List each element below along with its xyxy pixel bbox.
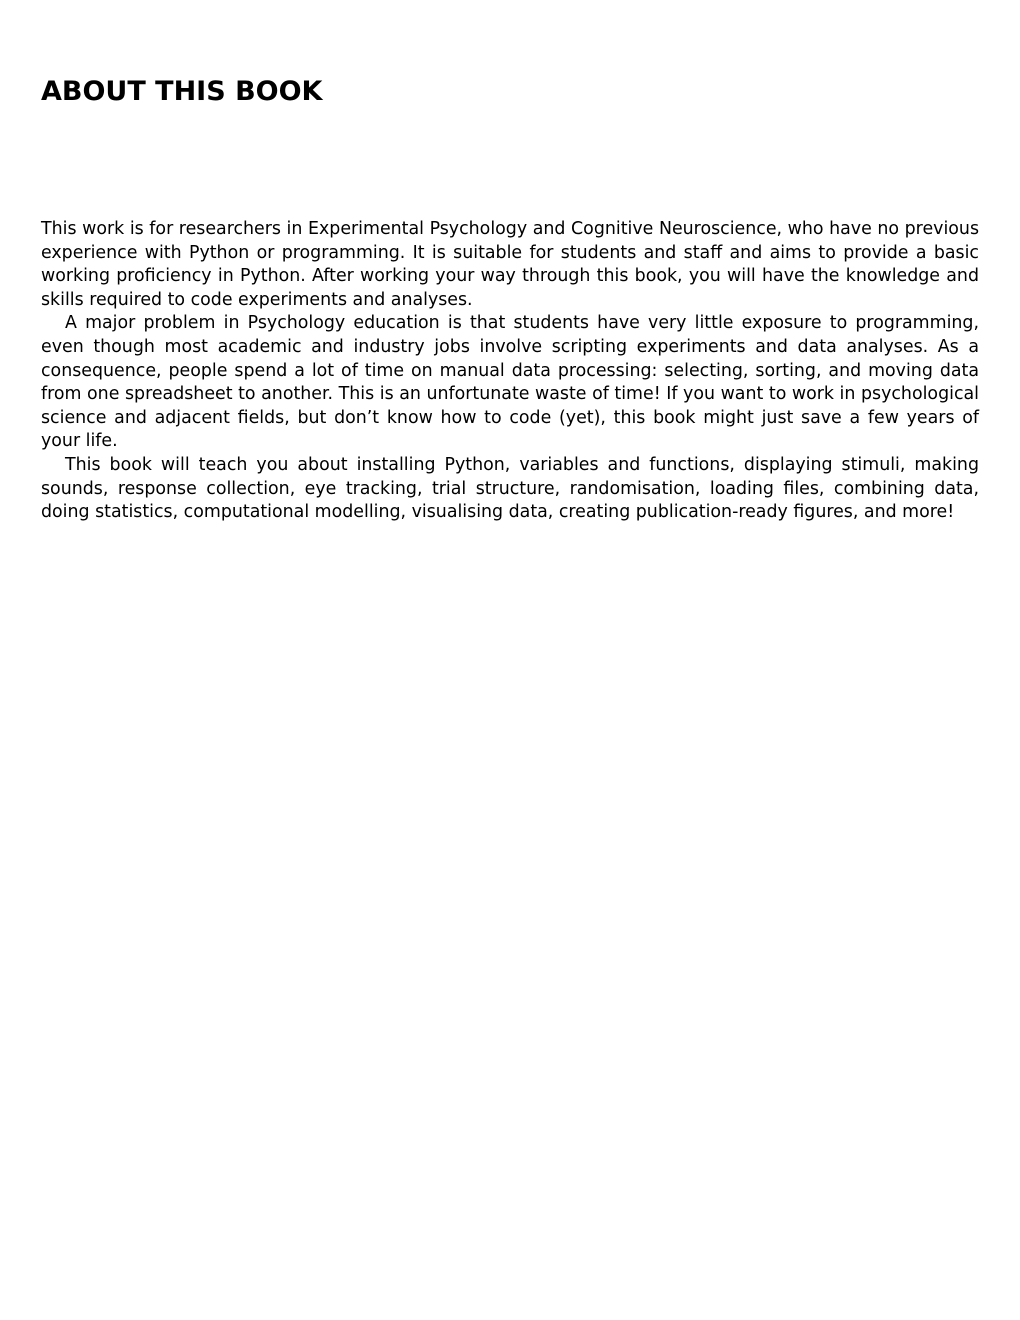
paragraph-contents: This book will teach you about installing Python, variables and functions, displaying stimuli, making sounds, response collection, eye tracking, trial structure, randomisation, loading files, combining data, doing statistics, computational modelling, visualising data, creating publication-ready figures, and more! — [41, 454, 979, 523]
page-heading: ABOUT THIS BOOK — [41, 76, 323, 107]
paragraph-problem: A major problem in Psychology education is that students have very little exposure to programming, even though most academic and industry jobs involve scripting experiments and data analyses. As a consequence, people spend a lot of time on manual data processing: selecting, sorting, and moving data from one spreadsheet to another. This is an unfortunate waste of time! If you want to work in psychological science and adjacent fields, but don’t know how to code (yet), this book might just save a few years of your life. — [41, 313, 979, 452]
body-text — [41, 218, 979, 525]
paragraph-intro: This work is for researchers in Experimental Psychology and Cognitive Neuroscience, who have no previous experience with Python or programming. It is suitable for students and staff and aims to provide a basic working proficiency in Python. After working your way through this book, you will have the knowledge and skills required to code experiments and analyses. — [41, 219, 979, 310]
